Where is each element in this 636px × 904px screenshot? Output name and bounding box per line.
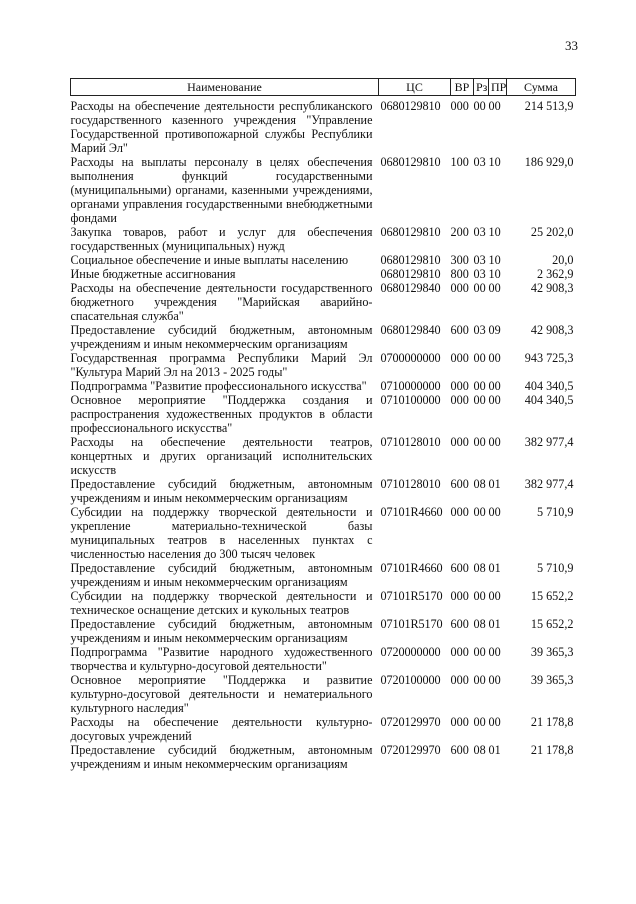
row-cs: 0680129810 <box>380 155 441 169</box>
row-pr: 00 <box>488 281 501 295</box>
row-sum: 382 977,4 <box>524 477 574 491</box>
row-vr: 600 <box>450 561 469 575</box>
row-cs: 0710128010 <box>380 477 441 491</box>
table-row <box>71 673 576 715</box>
row-sum: 404 340,5 <box>524 379 574 393</box>
row-pr: 00 <box>488 505 501 519</box>
row-rz: 00 <box>473 589 486 603</box>
row-vr: 000 <box>450 645 469 659</box>
row-pr: 00 <box>488 99 501 113</box>
row-pr: 10 <box>488 155 501 169</box>
row-pr: 00 <box>488 715 501 729</box>
row-name: Закупка товаров, работ и услуг для обеспечения государственных (муниципальных) нужд <box>70 225 373 253</box>
row-rz: 00 <box>473 351 486 365</box>
row-pr: 01 <box>488 477 501 491</box>
row-rz: 00 <box>473 393 486 407</box>
row-cs: 0680129810 <box>380 225 441 239</box>
row-sum: 25 202,0 <box>530 225 574 239</box>
row-name: Основное мероприятие "Поддержка и развитие культурно-досуговой деятельности и нематериального культурного наследия" <box>70 673 373 715</box>
row-cs: 0720000000 <box>380 645 441 659</box>
table-row <box>71 505 576 561</box>
row-vr: 000 <box>450 589 469 603</box>
row-sum: 382 977,4 <box>524 435 574 449</box>
row-rz: 03 <box>473 225 486 239</box>
row-rz: 00 <box>473 281 486 295</box>
table-row <box>71 323 576 351</box>
row-vr: 000 <box>450 435 469 449</box>
table-row <box>71 225 576 253</box>
row-vr: 000 <box>450 351 469 365</box>
row-cs: 0710000000 <box>380 379 441 393</box>
row-rz: 08 <box>473 617 486 631</box>
row-sum: 214 513,9 <box>524 99 574 113</box>
row-vr: 000 <box>450 379 469 393</box>
row-cs: 07101R4660 <box>380 505 443 519</box>
header-vr: ВР <box>451 79 474 96</box>
row-cs: 0680129810 <box>380 99 441 113</box>
row-name: Предоставление субсидий бюджетным, автономным учреждениям и иным некоммерческим организациям <box>70 617 373 645</box>
row-pr: 00 <box>488 379 501 393</box>
row-sum: 21 178,8 <box>530 743 574 757</box>
row-cs: 0700000000 <box>380 351 441 365</box>
row-vr: 600 <box>450 477 469 491</box>
header-sum: Сумма <box>507 79 576 96</box>
row-rz: 00 <box>473 435 486 449</box>
table-header <box>71 79 576 96</box>
row-name: Социальное обеспечение и иные выплаты населению <box>70 253 349 267</box>
row-vr: 600 <box>450 323 469 337</box>
row-sum: 42 908,3 <box>530 281 574 295</box>
row-name: Предоставление субсидий бюджетным, автономным учреждениям и иным некоммерческим организациям <box>70 561 373 589</box>
row-name: Субсидии на поддержку творческой деятельности и укрепление материально-технической базы муниципальных театров в населенных пунктах с численностью населения до 300 тысяч человек <box>70 505 373 561</box>
row-sum: 943 725,3 <box>524 351 574 365</box>
row-pr: 01 <box>488 561 501 575</box>
row-vr: 300 <box>450 253 469 267</box>
row-sum: 20,0 <box>552 253 574 267</box>
row-sum: 42 908,3 <box>530 323 574 337</box>
row-name: Расходы на обеспечение деятельности государственного бюджетного учреждения "Марийская аварийно-спасательная служба" <box>70 281 373 323</box>
row-name: Предоставление субсидий бюджетным, автономным учреждениям и иным некоммерческим организациям <box>70 323 373 351</box>
row-rz: 00 <box>473 505 486 519</box>
header-rz: Рз <box>474 79 489 96</box>
row-rz: 00 <box>473 379 486 393</box>
header-cs: ЦС <box>379 79 451 96</box>
row-pr: 10 <box>488 253 501 267</box>
row-cs: 0680129810 <box>380 267 441 281</box>
row-cs: 0720129970 <box>380 743 441 757</box>
table-row <box>71 561 576 589</box>
table-row <box>71 393 576 435</box>
row-vr: 100 <box>450 155 469 169</box>
row-cs: 0710128010 <box>380 435 441 449</box>
row-pr: 01 <box>488 743 501 757</box>
row-vr: 000 <box>450 505 469 519</box>
table-row <box>71 645 576 673</box>
row-cs: 07101R5170 <box>380 617 443 631</box>
table-row <box>71 435 576 477</box>
row-cs: 07101R5170 <box>380 589 443 603</box>
row-rz: 03 <box>473 253 486 267</box>
table-row <box>71 96 576 156</box>
row-vr: 000 <box>450 673 469 687</box>
table-row <box>71 589 576 617</box>
row-vr: 000 <box>450 99 469 113</box>
row-cs: 0680129810 <box>380 253 441 267</box>
row-cs: 07101R4660 <box>380 561 443 575</box>
row-cs: 0720129970 <box>380 715 441 729</box>
row-cs: 0680129840 <box>380 281 441 295</box>
table-row <box>71 379 576 393</box>
header-pr: ПР <box>489 79 507 96</box>
row-vr: 600 <box>450 617 469 631</box>
row-name: Основное мероприятие "Поддержка создания и распространения художественных продуктов в области профессионального искусства" <box>70 393 373 435</box>
row-rz: 00 <box>473 715 486 729</box>
row-sum: 39 365,3 <box>530 645 574 659</box>
row-name: Расходы на обеспечение деятельности культурно-досуговых учреждений <box>70 715 373 743</box>
row-name: Субсидии на поддержку творческой деятельности и техническое оснащение детских и кукольных театров <box>70 589 373 617</box>
row-rz: 03 <box>473 323 486 337</box>
row-name: Государственная программа Республики Марий Эл "Культура Марий Эл на 2013 - 2025 годы" <box>70 351 373 379</box>
row-rz: 03 <box>473 267 486 281</box>
row-name: Предоставление субсидий бюджетным, автономным учреждениям и иным некоммерческим организациям <box>70 743 373 771</box>
row-pr: 00 <box>488 393 501 407</box>
table-row <box>71 617 576 645</box>
row-sum: 2 362,9 <box>536 267 574 281</box>
table-row <box>71 253 576 267</box>
table-row <box>71 477 576 505</box>
row-name: Подпрограмма "Развитие народного художественного творчества и культурно-досуговой деятельности" <box>70 645 373 673</box>
row-pr: 09 <box>488 323 501 337</box>
row-pr: 00 <box>488 645 501 659</box>
row-sum: 15 652,2 <box>530 617 574 631</box>
row-pr: 00 <box>488 351 501 365</box>
row-pr: 00 <box>488 435 501 449</box>
row-sum: 5 710,9 <box>536 561 574 575</box>
row-name: Подпрограмма "Развитие профессионального искусства" <box>70 379 367 393</box>
row-sum: 186 929,0 <box>524 155 574 169</box>
row-sum: 15 652,2 <box>530 589 574 603</box>
row-rz: 00 <box>473 99 486 113</box>
page-number: 33 <box>565 38 578 53</box>
row-sum: 404 340,5 <box>524 393 574 407</box>
row-rz: 03 <box>473 155 486 169</box>
table-row <box>71 743 576 771</box>
row-pr: 01 <box>488 617 501 631</box>
row-pr: 10 <box>488 225 501 239</box>
row-vr: 200 <box>450 225 469 239</box>
row-vr: 000 <box>450 393 469 407</box>
budget-table <box>70 78 576 771</box>
row-vr: 800 <box>450 267 469 281</box>
row-sum: 5 710,9 <box>536 505 574 519</box>
row-vr: 600 <box>450 743 469 757</box>
row-rz: 08 <box>473 743 486 757</box>
row-vr: 000 <box>450 715 469 729</box>
row-cs: 0680129840 <box>380 323 441 337</box>
row-name: Расходы на выплаты персоналу в целях обеспечения выполнения функций государственными (муниципальными) органами, казенными учреждениями, органами управления государственными внебюджетными фондами <box>70 155 373 225</box>
table-row <box>71 351 576 379</box>
row-pr: 00 <box>488 673 501 687</box>
row-sum: 21 178,8 <box>530 715 574 729</box>
table-row <box>71 281 576 323</box>
row-name: Иные бюджетные ассигнования <box>70 267 236 281</box>
row-vr: 000 <box>450 281 469 295</box>
row-sum: 39 365,3 <box>530 673 574 687</box>
row-rz: 00 <box>473 673 486 687</box>
table-row <box>71 267 576 281</box>
row-name: Расходы на обеспечение деятельности театров, концертных и других организаций исполнительских искусств <box>70 435 373 477</box>
row-pr: 10 <box>488 267 501 281</box>
row-cs: 0720100000 <box>380 673 441 687</box>
row-rz: 00 <box>473 645 486 659</box>
table-row <box>71 715 576 743</box>
row-pr: 00 <box>488 589 501 603</box>
row-rz: 08 <box>473 477 486 491</box>
row-rz: 08 <box>473 561 486 575</box>
header-name: Наименование <box>71 79 379 96</box>
row-name: Расходы на обеспечение деятельности республиканского государственного казенного учреждения "Управление Государственной противопожарной службы Республики Марий Эл" <box>70 99 373 155</box>
table-row <box>71 155 576 225</box>
row-cs: 0710100000 <box>380 393 441 407</box>
table-body <box>71 96 576 772</box>
row-name: Предоставление субсидий бюджетным, автономным учреждениям и иным некоммерческим организациям <box>70 477 373 505</box>
